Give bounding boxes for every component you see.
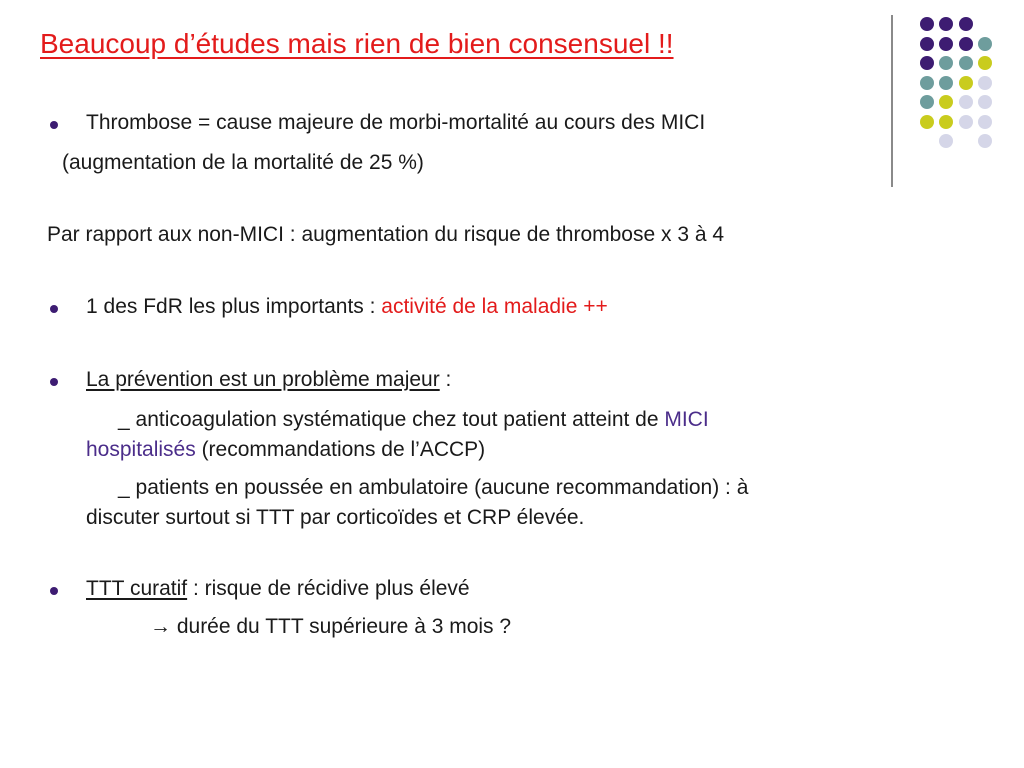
- bullet-icon: [50, 587, 58, 595]
- arrow-right-icon: →: [150, 615, 171, 638]
- bullet-icon: [50, 305, 58, 313]
- bullet-3: [86, 365, 451, 394]
- bullet-4: [86, 574, 470, 603]
- bullet-4-sub: [150, 612, 511, 641]
- bullet-4-sub-text: durée du TTT supérieure à 3 mois ?: [171, 615, 512, 638]
- bullet-2: [86, 292, 608, 321]
- bullet-3-sub-2-line-2: discuter surtout si TTT par corticoïdes et CRP élevée.: [86, 506, 585, 529]
- bullet-icon: [50, 378, 58, 386]
- sub-1-mici: MICI: [664, 408, 709, 431]
- slide-title: Beaucoup d’études mais rien de bien consensuel !!: [40, 28, 674, 59]
- bullet-3-rest: :: [439, 368, 452, 391]
- bullet-4-underlined: TTT curatif: [86, 577, 188, 600]
- bullet-2-text: 1 des FdR les plus importants :: [86, 295, 382, 318]
- paragraph-risk: Par rapport aux non-MICI : augmentation du risque de thrombose x 3 à 4: [47, 223, 725, 246]
- bullet-3-sub-1-line-1: [118, 405, 709, 434]
- bullet-4-rest: : risque de récidive plus élevé: [187, 577, 470, 600]
- bullet-3-sub-2-line-1: _ patients en poussée en ambulatoire (aucune recommandation) : à: [118, 476, 749, 499]
- bullet-3-underlined: La prévention est un problème majeur: [86, 368, 440, 391]
- sub-1-text: _ anticoagulation systématique chez tout patient atteint de: [118, 408, 665, 431]
- bullet-1-text: Thrombose = cause majeure de morbi-mortalité au cours des MICI: [86, 111, 706, 134]
- bullet-3-sub-1-line-2: [86, 435, 485, 464]
- bullet-2-highlight: activité de la maladie ++: [381, 295, 608, 318]
- sub-1-rest: (recommandations de l’ACCP): [195, 438, 486, 461]
- sub-1-hospitalises: hospitalisés: [86, 438, 196, 461]
- bullet-icon: [50, 121, 58, 129]
- bullet-1-subtext: (augmentation de la mortalité de 25 %): [62, 151, 424, 174]
